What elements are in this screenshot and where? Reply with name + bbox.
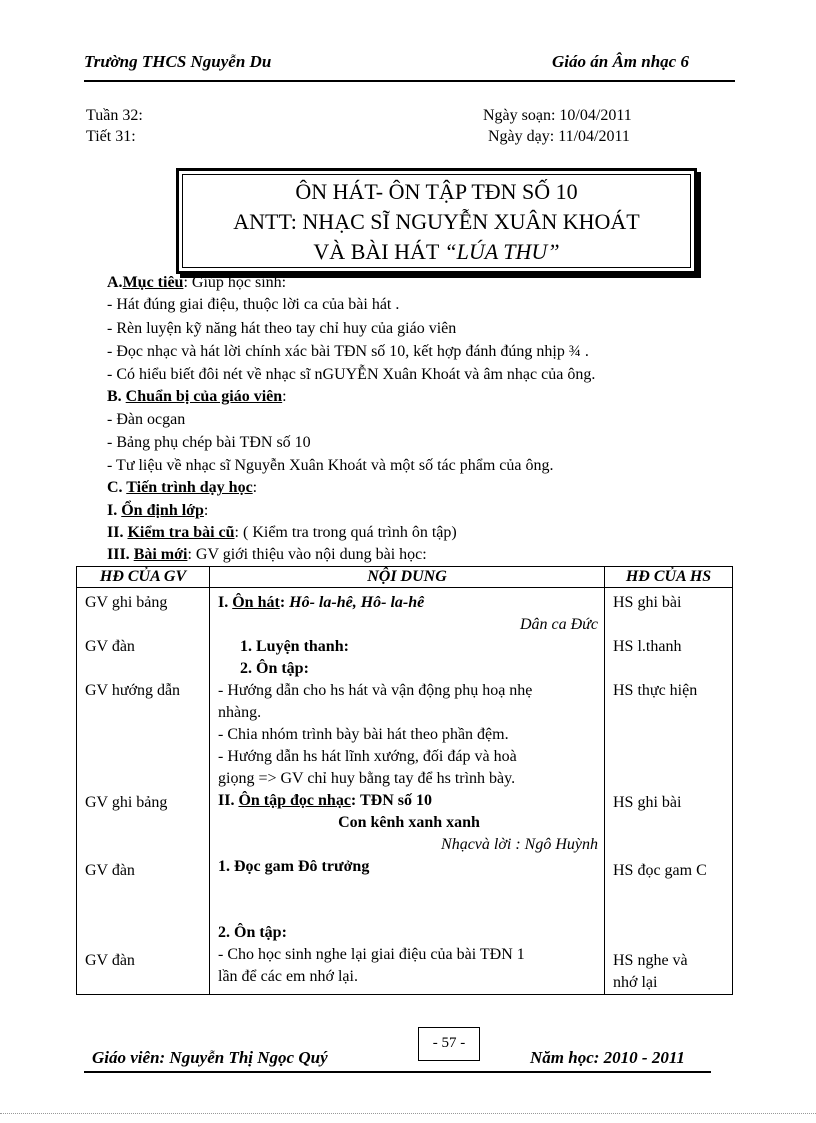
teacher-activity: GV ghi bảng: [85, 794, 168, 811]
section-b-item: - Bảng phụ chép bài TĐN số 10: [107, 434, 311, 451]
col-header-teacher: HĐ CỦA GV: [77, 567, 210, 588]
content-item: 2. Ôn tập:: [240, 660, 309, 677]
section-a-item: - Rèn luyện kỹ năng hát theo tay chỉ huy của giáo viên: [107, 320, 457, 337]
section-a-heading: A.Mục tiêu: Giúp học sinh:: [107, 274, 287, 291]
teacher-activity: GV đàn: [85, 638, 135, 655]
section-b-heading: B. Chuẩn bị của giáo viên:: [107, 388, 287, 405]
prep-date: Ngày soạn: 10/04/2011: [483, 107, 632, 124]
student-activity: HS đọc gam C: [613, 862, 707, 879]
lesson-plan-table: [76, 566, 733, 995]
section-b-item: - Đàn ocgan: [107, 411, 186, 428]
song-title: “LÚA THU”: [444, 239, 560, 264]
header-subject: Giáo án Âm nhạc 6: [552, 52, 689, 71]
lesson-title-line1: ÔN HÁT- ÔN TẬP TĐN SỐ 10: [295, 179, 578, 204]
content-text: - Chia nhóm trình bày bài hát theo phần đệm.: [218, 726, 509, 743]
section-a-item: - Có hiểu biết đôi nét về nhạc sĩ nGUYỄN Xuân Khoát và âm nhạc của ông.: [107, 366, 596, 383]
teacher-activity-cell: [77, 588, 210, 995]
col-header-student: HĐ CỦA HS: [605, 567, 733, 588]
table-row: [77, 588, 733, 995]
student-activity: nhớ lại: [613, 974, 658, 991]
content-text: - Hướng dẫn cho hs hát và vận động phụ hoạ nhẹ: [218, 682, 533, 699]
period: Tiết 31:: [86, 128, 136, 145]
header-school: Trường THCS Nguyễn Du: [84, 52, 272, 71]
page-edge: [0, 1113, 816, 1114]
section-b-item: - Tư liệu về nhạc sĩ Nguyễn Xuân Khoát và một số tác phẩm của ông.: [107, 457, 554, 474]
week: Tuần 32:: [86, 107, 143, 124]
footer-teacher: Giáo viên: Nguyễn Thị Ngọc Quý: [92, 1048, 328, 1067]
content-item: 1. Đọc gam Đô trưởng: [218, 858, 370, 875]
teacher-activity: GV hướng dẫn: [85, 682, 181, 699]
teacher-activity: GV ghi bảng: [85, 594, 168, 611]
student-activity: HS ghi bài: [613, 594, 682, 611]
teacher-activity: GV đàn: [85, 862, 135, 879]
footer-rule: [84, 1071, 711, 1073]
student-activity: HS thực hiện: [613, 682, 698, 699]
page-number: - 57 -: [418, 1027, 480, 1061]
section-c-ii: II. Kiểm tra bài cũ: ( Kiểm tra trong quá trình ôn tập): [107, 524, 457, 541]
content-item: 2. Ôn tập:: [218, 924, 287, 941]
section-2-heading: II. Ôn tập đọc nhạc: TĐN số 10: [218, 792, 432, 809]
lesson-title-line2: ANTT: NHẠC SĨ NGUYỄN XUÂN KHOÁT: [233, 209, 640, 234]
content-text: - Hướng dẫn hs hát lĩnh xướng, đối đáp và hoà: [218, 748, 517, 765]
section-c-iii: III. Bài mới: GV giới thiệu vào nội dung bài học:: [107, 546, 427, 563]
student-activity: HS nghe và: [613, 952, 688, 969]
teach-date: Ngày dạy: 11/04/2011: [488, 128, 630, 145]
tdn-author: Nhạcvà lời : Ngô Huỳnh: [441, 836, 598, 853]
content-text: giọng => GV chỉ huy bằng tay để hs trình bày.: [218, 770, 516, 787]
section-a-item: - Hát đúng giai điệu, thuộc lời ca của bài hát .: [107, 296, 400, 313]
teacher-activity: GV đàn: [85, 952, 135, 969]
footer-year: Năm học: 2010 - 2011: [530, 1048, 685, 1067]
lesson-title-line3: VÀ BÀI HÁT “LÚA THU”: [313, 239, 560, 264]
col-header-content: NỘI DUNG: [210, 567, 605, 588]
tdn-song-title: Con kênh xanh xanh: [338, 814, 480, 831]
student-activity: HS l.thanh: [613, 638, 682, 655]
section-1-heading: I. Ôn hát: Hô- la-hê, Hô- la-hê: [218, 594, 425, 611]
lesson-title-box: [176, 168, 697, 274]
content-text: - Cho học sinh nghe lại giai điệu của bài TĐN 1: [218, 946, 525, 963]
header-rule: [84, 80, 735, 82]
content-item: 1. Luyện thanh:: [240, 638, 349, 655]
section-c-i: I. Ổn định lớp:: [107, 502, 209, 519]
student-activity-cell: [605, 588, 733, 995]
content-text: nhàng.: [218, 704, 262, 721]
content-cell: [210, 588, 605, 995]
section-c-heading: C. Tiến trình dạy học:: [107, 479, 258, 496]
blank-space: [218, 878, 600, 922]
student-activity: HS ghi bài: [613, 794, 682, 811]
content-text: lần để các em nhớ lại.: [218, 968, 358, 985]
table-header-row: [77, 567, 733, 588]
section-a-item: - Đọc nhạc và hát lời chính xác bài TĐN số 10, kết hợp đánh đúng nhịp ¾ .: [107, 343, 589, 360]
song-origin: Dân ca Đức: [519, 616, 598, 633]
